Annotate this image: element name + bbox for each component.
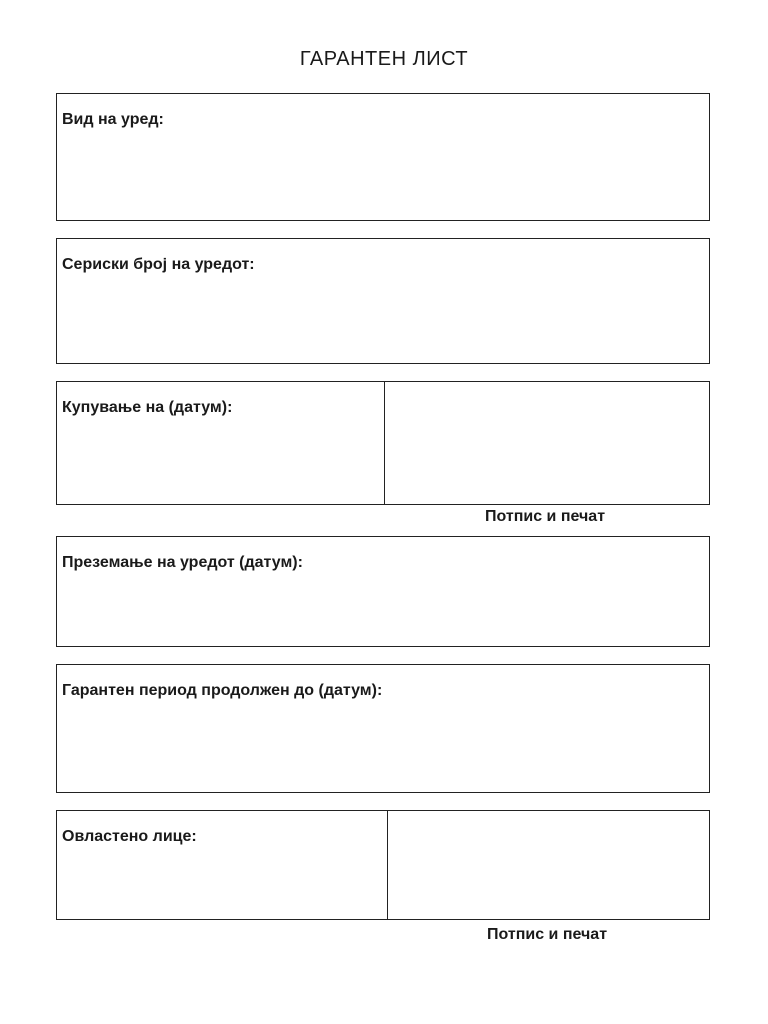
serial-number-label: Сериски број на уредот: bbox=[62, 256, 255, 273]
authorized-person-input-area[interactable] bbox=[57, 811, 387, 919]
purchase-date-input-area[interactable] bbox=[57, 382, 384, 504]
authorized-person-field bbox=[56, 810, 710, 920]
authorized-person-divider bbox=[387, 811, 388, 919]
purchase-signature-area[interactable] bbox=[386, 382, 709, 504]
page-title: ГАРАНТЕН ЛИСТ bbox=[299, 48, 469, 70]
purchase-signature-caption: Потпис и печат bbox=[485, 508, 606, 525]
warranty-extended-label: Гарантен период продолжен до (датум): bbox=[62, 682, 383, 699]
pickup-date-label: Преземање на уредот (датум): bbox=[62, 554, 303, 571]
purchase-date-label: Купување на (датум): bbox=[62, 399, 233, 416]
pickup-date-field[interactable] bbox=[56, 536, 710, 647]
authorized-signature-area[interactable] bbox=[389, 811, 709, 919]
warranty-extended-field[interactable] bbox=[56, 664, 710, 793]
device-type-field[interactable] bbox=[56, 93, 710, 221]
purchase-date-divider bbox=[384, 382, 385, 504]
purchase-date-field bbox=[56, 381, 710, 505]
device-type-label: Вид на уред: bbox=[62, 111, 164, 128]
authorized-person-label: Овластено лице: bbox=[62, 828, 197, 845]
serial-number-field[interactable] bbox=[56, 238, 710, 364]
authorized-signature-caption: Потпис и печат bbox=[487, 926, 608, 943]
